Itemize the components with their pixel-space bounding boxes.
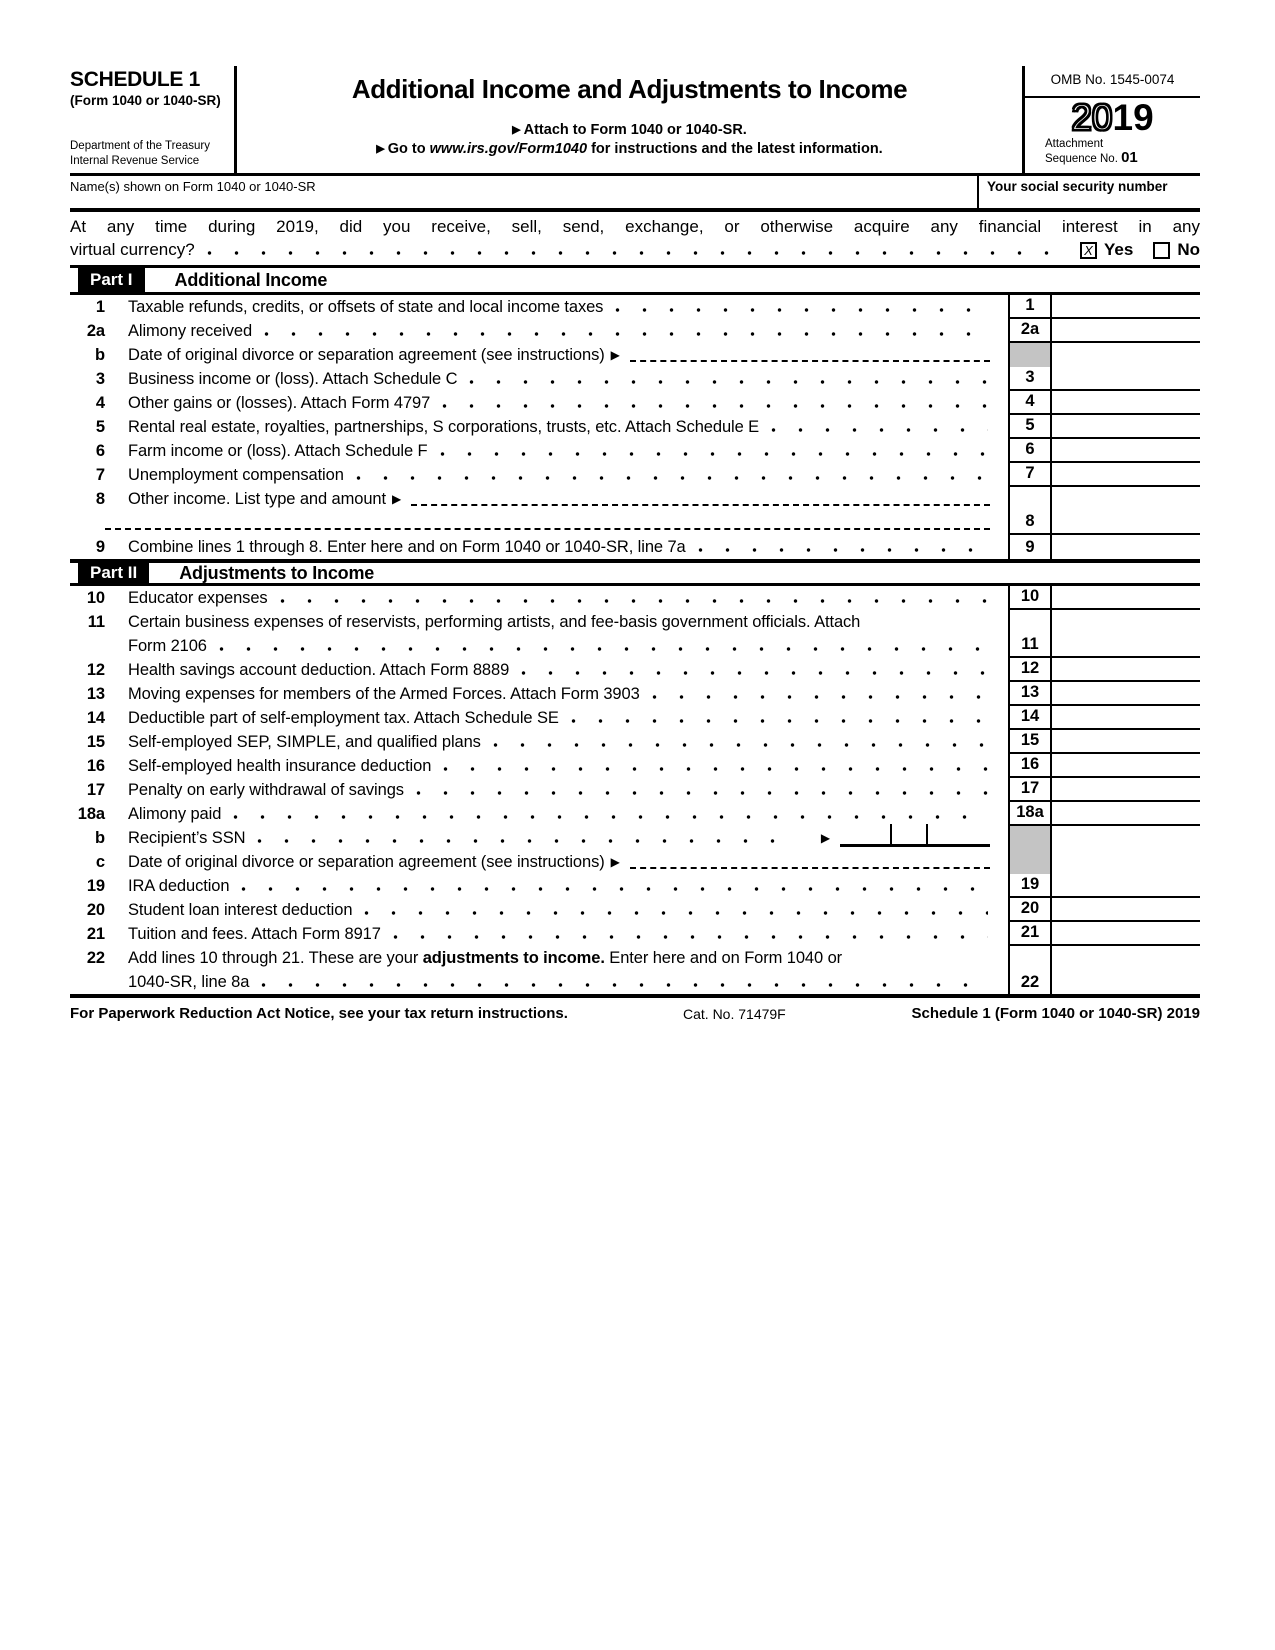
dot-leader (571, 718, 988, 724)
line-number: 4 (95, 393, 105, 412)
ssn-input-area[interactable] (977, 176, 1200, 208)
form-row-11 (70, 610, 1200, 658)
schedule-id: Schedule 1 (Form 1040 or 1040-SR) 2019 (911, 1005, 1200, 1022)
form-title-block (237, 66, 1022, 173)
arrowhead-icon: ▶ (820, 831, 830, 845)
line-box-12: 12 (1008, 658, 1050, 682)
line-box-20: 20 (1008, 898, 1050, 922)
form-row-20 (70, 898, 1200, 922)
line-number: c (95, 852, 105, 871)
line-box-9: 9 (1008, 535, 1050, 559)
arrowhead-icon: ▶ (512, 124, 521, 136)
row-label: Combine lines 1 through 8. Enter here and on Form 1040 or 1040-SR, line 7a (128, 537, 686, 556)
line-number: 3 (95, 369, 105, 388)
form-row-8 (70, 487, 1200, 535)
row-label: Alimony received (128, 321, 253, 340)
part2-header (70, 559, 1200, 586)
schedule-1-form (70, 66, 1200, 1025)
amount-field-11[interactable] (1050, 610, 1200, 658)
omb-block (1022, 66, 1200, 173)
row-label: Alimony paid (128, 804, 222, 823)
form-row-7 (70, 463, 1200, 487)
form-row-16 (70, 754, 1200, 778)
line-box-19: 19 (1008, 826, 1050, 898)
row-label: Other income. List type and amount (128, 489, 386, 508)
row-label: Taxable refunds, credits, or offsets of state and local income taxes (128, 297, 604, 316)
arrowhead-icon: ▶ (376, 143, 385, 155)
tax-year: 2019 (1071, 97, 1154, 138)
form-header (70, 66, 1200, 176)
line-number: 19 (86, 876, 105, 895)
line-box-6: 6 (1008, 439, 1050, 463)
amount-field-8[interactable] (1050, 487, 1200, 535)
part1-header (70, 268, 1200, 295)
dot-leader (241, 886, 988, 892)
question-line-2: virtual currency? (70, 240, 195, 259)
dot-leader (207, 250, 1060, 256)
amount-field-15[interactable] (1050, 730, 1200, 754)
form-footer (70, 1005, 1200, 1025)
part2-title: Adjustments to Income (179, 562, 375, 583)
omb-number: OMB No. 1545-0074 (1025, 66, 1200, 98)
line-number: 2a (86, 321, 105, 340)
line-box-11: 11 (1008, 610, 1050, 658)
amount-field-5[interactable] (1050, 415, 1200, 439)
row-label: Student loan interest deduction (128, 900, 353, 919)
form-row-14 (70, 706, 1200, 730)
line-box-13: 13 (1008, 682, 1050, 706)
line-box-5: 5 (1008, 415, 1050, 439)
row-label: Recipient’s SSN (128, 828, 246, 847)
dot-leader (771, 427, 988, 433)
line-box-7: 7 (1008, 463, 1050, 487)
form-row-2a (70, 319, 1200, 343)
form-row-4 (70, 391, 1200, 415)
line-box-16: 16 (1008, 754, 1050, 778)
line-box-15: 15 (1008, 730, 1050, 754)
line-box-18a: 18a (1008, 802, 1050, 826)
taxpayer-row (70, 176, 1200, 212)
question-line-1: At any time during 2019, did you receive, sell, send, exchange, or otherwise acquire any financial interest in any (70, 217, 1200, 236)
ssn-entry-line[interactable] (840, 825, 990, 847)
row-label: Add lines 10 through 21. These are your adjustments to income. Enter here and on Form 1040 or (128, 948, 843, 967)
line-number: 14 (86, 708, 105, 727)
row-label: Self-employed health insurance deduction (128, 756, 432, 775)
catalog-number: Cat. No. 71479F (683, 1006, 786, 1022)
line-number: 1 (95, 297, 105, 316)
line-number: 13 (86, 684, 105, 703)
amount-field-16[interactable] (1050, 754, 1200, 778)
form-row-13 (70, 682, 1200, 706)
form-row-9 (70, 535, 1200, 559)
amount-field-10[interactable] (1050, 586, 1200, 610)
checkbox-x-mark: X (1084, 242, 1093, 258)
form-row-19 (70, 826, 1200, 898)
line-box-21: 21 (1008, 922, 1050, 946)
dot-leader (233, 814, 988, 820)
line-number: 15 (86, 732, 105, 751)
dot-leader (652, 694, 988, 700)
dot-leader (440, 451, 988, 457)
amount-field-14[interactable] (1050, 706, 1200, 730)
amount-field-17[interactable] (1050, 778, 1200, 802)
line-number: 20 (86, 900, 105, 919)
entry-line[interactable] (411, 504, 990, 506)
amount-field-19[interactable] (1050, 826, 1200, 898)
line-box-4: 4 (1008, 391, 1050, 415)
paperwork-notice: For Paperwork Reduction Act Notice, see your tax return instructions. (70, 1005, 568, 1022)
line-number: 7 (95, 465, 105, 484)
amount-field-21[interactable] (1050, 922, 1200, 946)
entry-line[interactable] (105, 528, 990, 530)
amount-field-4[interactable] (1050, 391, 1200, 415)
arrowhead-icon: ▶ (610, 855, 620, 869)
line-box-14: 14 (1008, 706, 1050, 730)
line-number: b (95, 828, 105, 847)
line-number: 16 (86, 756, 105, 775)
ssn-tick (890, 824, 892, 844)
form-row-21 (70, 922, 1200, 946)
shaded-cell (1010, 343, 1050, 367)
row-label: Health savings account deduction. Attach Form 8889 (128, 660, 510, 679)
entry-line[interactable] (630, 360, 990, 362)
name-input-area[interactable] (70, 176, 977, 208)
amount-field-22[interactable] (1050, 946, 1200, 994)
row-label: Educator expenses (128, 588, 268, 607)
line-box-1: 1 (1008, 295, 1050, 319)
row-label: IRA deduction (128, 876, 230, 895)
attachment-label: Attachment (1045, 138, 1104, 150)
dot-leader (469, 379, 988, 385)
line-number: 17 (86, 780, 105, 799)
line-number: 12 (86, 660, 105, 679)
sequence-number: Sequence No. 01 (1045, 149, 1138, 166)
amount-field-13[interactable] (1050, 682, 1200, 706)
amount-field-1[interactable] (1050, 295, 1200, 319)
row-label: Business income or (loss). Attach Schedule C (128, 369, 458, 388)
arrowhead-icon: ▶ (610, 348, 620, 362)
dot-leader (393, 934, 988, 940)
line-number: 6 (95, 441, 105, 460)
ssn-label: Your social security number (987, 179, 1168, 194)
dot-leader (443, 766, 988, 772)
part1-badge: Part I (78, 268, 145, 292)
attach-instruction: ▶ Attach to Form 1040 or 1040-SR. (512, 122, 747, 138)
line-number: b (95, 345, 105, 364)
irs-label: Internal Revenue Service (70, 155, 200, 167)
line-number: 5 (95, 417, 105, 436)
line-box-3: 3 (1008, 343, 1050, 391)
entry-line[interactable] (630, 867, 990, 869)
row-label: Farm income or (loss). Attach Schedule F (128, 441, 428, 460)
dot-leader (257, 838, 794, 844)
shaded-cell (1010, 826, 1050, 874)
dot-leader (364, 910, 988, 916)
amount-field-18a[interactable] (1050, 802, 1200, 826)
form-row-22 (70, 946, 1200, 994)
form-row-15 (70, 730, 1200, 754)
dept-treasury-label: Department of the Treasury (70, 140, 210, 152)
part1-title: Additional Income (174, 269, 328, 290)
row-label: Other gains or (losses). Attach Form 4797 (128, 393, 431, 412)
irs-url: www.irs.gov/Form1040 (429, 141, 588, 157)
row-label: Deductible part of self-employment tax. Attach Schedule SE (128, 708, 559, 727)
row-label: Date of original divorce or separation agreement (see instructions) (128, 852, 605, 871)
dot-leader (615, 307, 988, 313)
row-label: Moving expenses for members of the Armed Forces. Attach Form 3903 (128, 684, 640, 703)
amount-field-6[interactable] (1050, 439, 1200, 463)
yes-checkbox[interactable] (1080, 242, 1097, 259)
row-label: Form 2106 (128, 636, 207, 655)
dot-leader (356, 475, 988, 481)
row-label: 1040-SR, line 8a (128, 972, 250, 991)
form-id-block (70, 66, 237, 173)
form-row-10 (70, 586, 1200, 610)
name-label: Name(s) shown on Form 1040 or 1040-SR (70, 179, 316, 194)
dot-leader (442, 403, 988, 409)
line-number: 10 (86, 588, 105, 607)
dot-leader (280, 598, 988, 604)
no-checkbox[interactable] (1153, 242, 1170, 259)
amount-field-20[interactable] (1050, 898, 1200, 922)
amount-field-12[interactable] (1050, 658, 1200, 682)
amount-field-2a[interactable] (1050, 319, 1200, 343)
form-row-1 (70, 295, 1200, 319)
line-number: 8 (95, 489, 105, 508)
dot-leader (264, 331, 988, 337)
goto-instruction: ▶ Go to www.irs.gov/Form1040 for instructions and the latest information. (376, 141, 883, 157)
part1-table (70, 295, 1200, 559)
line-number: 21 (86, 924, 105, 943)
row-label: Unemployment compensation (128, 465, 344, 484)
line-number: 18a (77, 804, 105, 823)
page-title: Additional Income and Adjustments to Income (351, 74, 908, 104)
row-label: Date of original divorce or separation agreement (see instructions) (128, 345, 605, 364)
row-label: Tuition and fees. Attach Form 8917 (128, 924, 381, 943)
parent-form-number: (Form 1040 or 1040-SR) (70, 93, 221, 108)
amount-field-7[interactable] (1050, 463, 1200, 487)
form-row-12 (70, 658, 1200, 682)
schedule-number: SCHEDULE 1 (70, 68, 201, 91)
part2-table (70, 586, 1200, 998)
line-number: 22 (86, 948, 105, 967)
dot-leader (416, 790, 988, 796)
virtual-currency-question (70, 212, 1200, 268)
amount-field-9[interactable] (1050, 535, 1200, 559)
form-row-17 (70, 778, 1200, 802)
form-row-18a (70, 802, 1200, 826)
ssn-tick (926, 824, 928, 844)
form-row-5 (70, 415, 1200, 439)
row-label: Self-employed SEP, SIMPLE, and qualified plans (128, 732, 481, 751)
dot-leader (493, 742, 988, 748)
dot-leader (521, 670, 988, 676)
row-label: Certain business expenses of reservists, performing artists, and fee-basis government officials. Attach (128, 612, 861, 631)
dot-leader (261, 982, 988, 988)
line-box-22: 22 (1008, 946, 1050, 994)
line-box-10: 10 (1008, 586, 1050, 610)
dot-leader (219, 646, 988, 652)
part2-badge: Part II (78, 563, 149, 583)
row-label: Rental real estate, royalties, partnerships, S corporations, trusts, etc. Attach Schedule E (128, 417, 760, 436)
line-box-2a: 2a (1008, 319, 1050, 343)
amount-field-3[interactable] (1050, 343, 1200, 391)
yes-label: Yes (1104, 240, 1134, 259)
line-box-8: 8 (1008, 487, 1050, 535)
dot-leader (698, 547, 988, 553)
form-row-3 (70, 343, 1200, 391)
line-box-17: 17 (1008, 778, 1050, 802)
arrowhead-icon: ▶ (392, 492, 402, 506)
line-number: 9 (95, 537, 105, 556)
no-label: No (1177, 240, 1200, 259)
row-label: Penalty on early withdrawal of savings (128, 780, 404, 799)
line-number: 11 (87, 612, 105, 631)
form-row-6 (70, 439, 1200, 463)
